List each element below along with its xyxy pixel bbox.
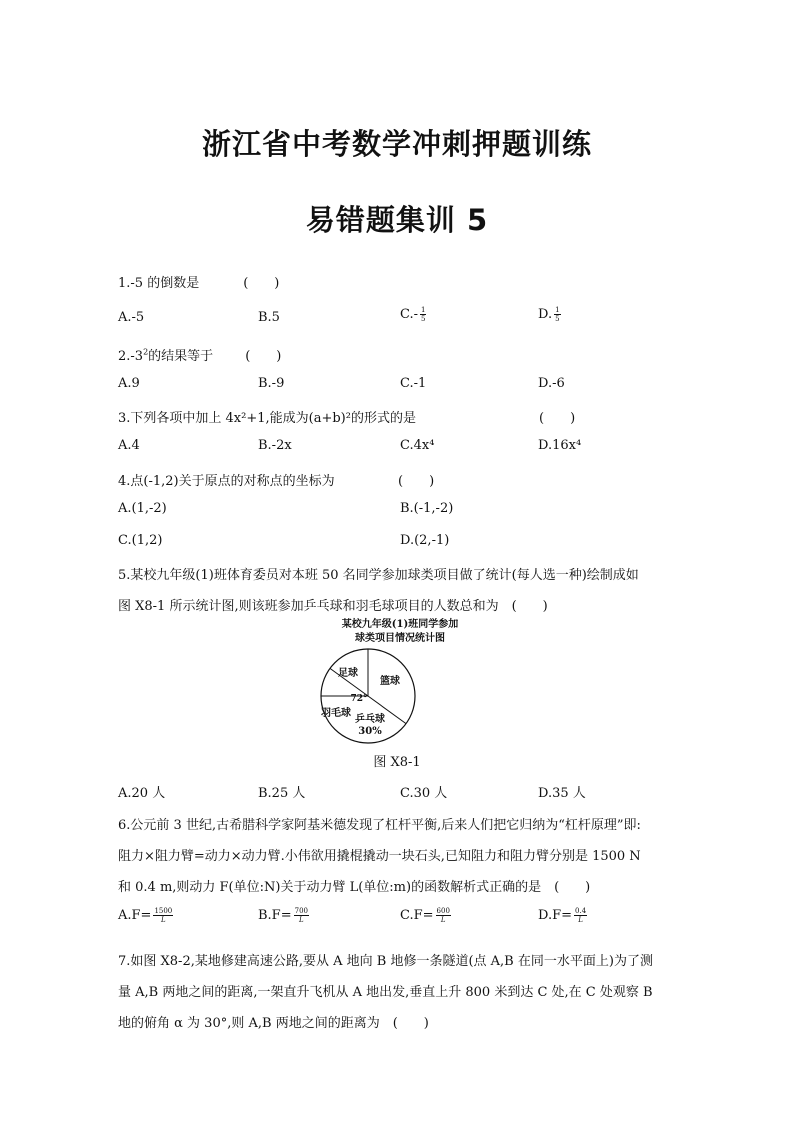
fraction [153,907,173,924]
pie-slice-label: 羽毛球 [321,708,351,719]
q6-option-b [258,907,309,924]
q5-option-b: B.25 人 [258,786,306,801]
q5-option-a: A.20 人 [118,786,166,801]
q1-option-c-label: C.- [400,307,419,322]
fraction-denominator: L [578,916,583,924]
question-7-line-2: 量 A,B 两地之间的距离,一架直升飞机从 A 地出发,垂直上升 800 米到达 C 处,在 C 处观察 B [118,985,653,1000]
q3-option-b: B.-2x [258,438,292,453]
fraction-denominator: L [161,916,166,924]
q6-option-c-label: C.F= [400,908,434,923]
fraction-numerator: 600 [436,907,450,915]
q2-option-c: C.-1 [400,376,427,391]
fraction [420,306,426,323]
question-4-text: 4.点(-1,2)关于原点的对称点的坐标为 [118,474,335,489]
question-7-line-3: 地的俯角 α 为 30°,则 A,B 两地之间的距离为 ( ) [118,1016,429,1031]
pie-slice-label: 篮球 [380,676,400,687]
fraction [574,907,587,924]
q6-option-d-label: D.F= [538,908,573,923]
fraction-numerator: 1 [555,306,560,314]
q5-option-d: D.35 人 [538,786,586,801]
question-6-line-2: 阻力×阻力臂=动力×动力臂.小伟欲用撬棍撬动一块石头,已知阻力和阻力臂分别是 1500 N [118,849,641,864]
question-2-text: 2.-3 [118,349,144,364]
fraction-denominator: 5 [421,315,426,323]
fraction [436,907,451,924]
fraction-numerator: 0.4 [575,907,587,915]
q2-option-b: B.-9 [258,376,285,391]
answer-paren: ( ) [245,349,282,364]
q3-option-c: C.4x⁴ [400,438,435,453]
question-1-text: 1.-5 的倒数是 [118,276,200,291]
fraction-numerator: 1 [421,306,426,314]
question-7-line-1: 7.如图 X8-2,某地修建高速公路,要从 A 地向 B 地修一条隧道(点 A,B 在同一水平面上)为了测 [118,954,653,969]
q2-option-a: A.9 [118,376,140,391]
q4-option-a: A.(1,-2) [118,501,167,516]
q1-option-b: B.5 [258,310,280,325]
fraction-denominator: 5 [555,315,560,323]
question-5-line-1: 5.某校九年级(1)班体育委员对本班 50 名同学参加球类项目做了统计(每人选一种)绘制成如 [118,568,639,583]
chart-title-line-1: 某校九年级(1)班同学参加 [341,619,459,630]
fraction-denominator: L [440,916,446,924]
fraction-denominator: L [298,916,304,924]
q2-option-d: D.-6 [538,376,565,391]
question-6-line-3: 和 0.4 m,则动力 F(单位:N)关于动力臂 L(单位:m)的函数解析式正确的是 ( ) [118,880,591,895]
question-6-line-1: 6.公元前 3 世纪,古希腊科学家阿基米德发现了杠杆平衡,后来人们把它归纳为“杠杆原理”即: [118,818,641,833]
q6-option-b-label: B.F= [258,908,292,923]
fraction-numerator: 700 [294,907,308,915]
page-title: 浙江省中考数学冲刺押题训练 [201,127,592,161]
q4-option-c: C.(1,2) [118,533,163,548]
question-5-line-2: 图 X8-1 所示统计图,则该班参加乒乓球和羽毛球项目的人数总和为 ( ) [118,599,548,614]
answer-paren: ( ) [243,276,280,291]
question-3-text: 3.下列各项中加上 4x²+1,能成为(a+b)²的形式的是 [118,411,416,426]
q4-option-b: B.(-1,-2) [400,501,454,516]
q1-option-c [400,306,426,323]
pie-angle-label: 72° [350,694,368,704]
chart-title-line-2: 球类项目情况统计图 [355,633,445,644]
q5-option-c: C.30 人 [400,786,448,801]
pie-slice-label: 足球 [338,668,358,679]
answer-paren: ( ) [539,411,576,426]
pie-slice-value: 30% [358,726,382,737]
q6-option-a-label: A.F= [118,908,152,923]
q6-option-a [118,907,173,924]
question-2-stem [118,345,281,364]
fraction [294,907,309,924]
q1-option-d [538,306,561,323]
question-4-stem [118,470,335,489]
page-subtitle: 易错题集训 5 [305,203,489,237]
q1-option-a: A.-5 [118,310,145,325]
q3-option-a: A.4 [118,438,140,453]
answer-paren: ( ) [398,474,435,489]
q6-option-d [538,907,587,924]
fraction-numerator: 1500 [154,907,173,915]
exponent: 2 [143,347,149,357]
pie-chart [320,646,480,746]
q3-option-d: D.16x⁴ [538,438,582,453]
q4-option-d: D.(2,-1) [400,533,450,548]
question-1-stem [118,272,279,291]
figure-caption: 图 X8-1 [373,755,421,770]
q1-option-d-label: D. [538,307,553,322]
pie-slice-label: 乒乓球 [355,714,385,725]
question-2-text-rest: 的结果等于 [148,349,214,364]
q6-option-c [400,907,451,924]
fraction [554,306,560,323]
question-3-stem [118,407,416,426]
